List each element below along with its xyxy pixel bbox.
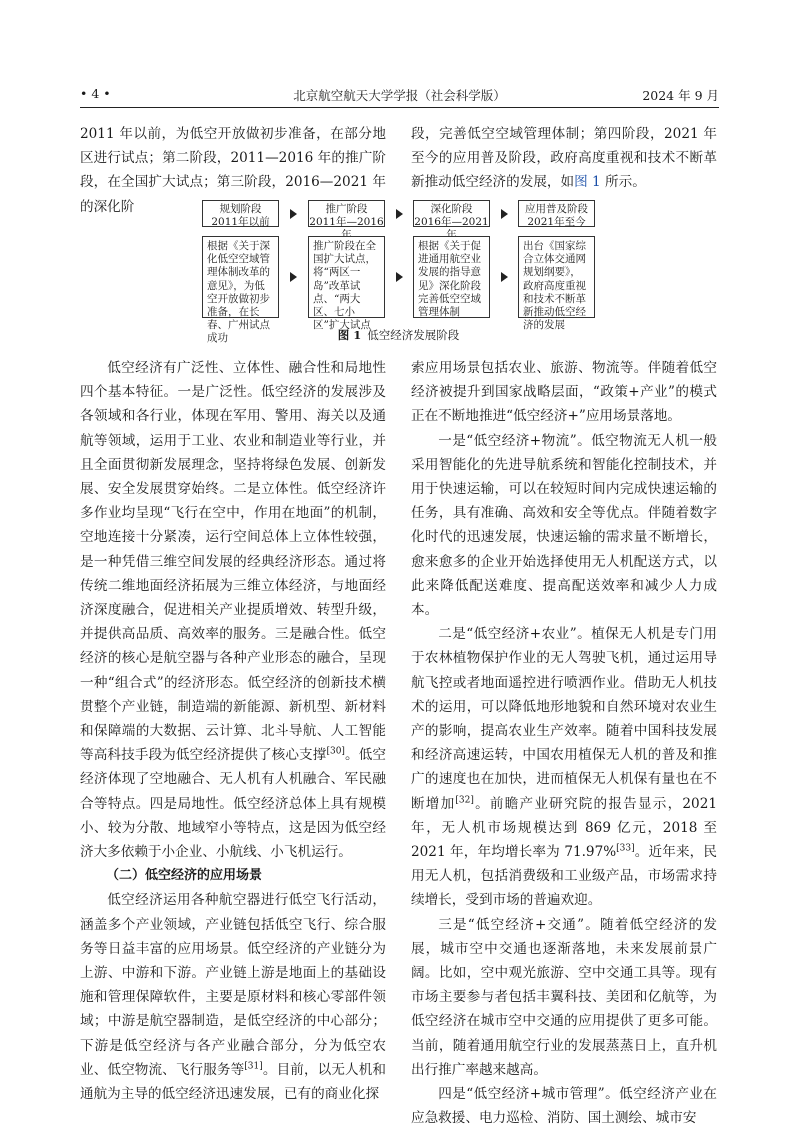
arrow-right-icon [396, 209, 403, 219]
stage-3-header [413, 200, 490, 227]
stage-1-years: 2011年以前 [211, 216, 270, 229]
paragraph-text: 二是“低空经济+农业”。植保无人机是专门用于农林植物保护作业的无人驾驶飞机，通过运用导航飞控或者地面遥控进行喷洒作业。借助无人机技术的运用，可以降低地形地貌和自然环境对农业生产的影响，提高农业生产效率。随着中国科技发展和经济高速运转，中国农用植保无人机的普及和推广的速度也在加快，进而植保无人机保有量也在不断增加 [411, 626, 717, 812]
paragraph-text: 低空经济运用各种航空器进行低空飞行活动，涵盖多个产业领域，产业链包括低空飞行、综合服务等日益丰富的应用场景。低空经济的产业链分为上游、中游和下游。产业链上游是地面上的基础设施和管理保障软件，主要是原材料和核心零部件领域；中游是航空器制造，是低空经济的中心部分；下游是低空经济与各产业融合部分，分为低空农业、低空物流、飞行服务等 [80, 892, 386, 1078]
stage-3-title: 深化阶段 [430, 203, 473, 215]
paragraph-transport: 三是“低空经济+交通”。随着低空经济的发展，城市空中交通也逐渐落地，未来发展前景广阔。比如，空中观光旅游、空中交通工具等。现有市场主要参与者包括丰翼科技、美团和亿航等，为低空经济在城市空中交通的应用提供了更多可能。当前，随着通用航空行业的发展蒸蒸日上，直升机出行推广率越来越高。 [411, 916, 717, 1078]
stage-4-header [518, 200, 595, 227]
citation-33[interactable]: [33] [616, 843, 635, 854]
running-header [80, 86, 719, 106]
arrow-right-icon [290, 272, 297, 282]
stage-4-title: 应用普及阶段 [525, 203, 588, 215]
stage-4-years: 2021年至今 [527, 216, 586, 229]
paragraph-text: 。前瞻产业研究院的报告显示，2021 年，无人机市场规模达到 869 亿元，2018 至 2021 年，年均增长率为 71.97% [411, 795, 717, 861]
citation-32[interactable]: [32] [455, 795, 474, 806]
intro-right-before: 段，完善低空空域管理体制；第四阶段，2021 年至今的应用普及阶段，政府高度重视和技术不断革新推动低空经济的发展，如 [411, 126, 717, 191]
paragraph-logistics: 一是“低空经济+物流”。低空物流无人机一般采用智能化的先进导航系统和智能化控制技术，并用于快速运输，可以在较短时间内完成快速运输的任务，具有准确、高效和安全等优点。伴随着数字化时代的迅速发展，快速运输的需求量不断增长，愈来愈多的企业开始选择使用无人机配送方式，以此来降低配送难度、提高配送效率和减少人力成本。 [411, 432, 717, 619]
paragraph-applications [80, 888, 386, 1106]
section-heading: （二）低空经济的应用场景 [106, 868, 263, 884]
stage-2-description: 推广阶段在全国扩大试点，将“两区一岛”改革试点、“两大区、七小区”扩大试点 [308, 236, 385, 318]
paragraph-text: 。近年来，民用无人机，包括消费级和工业级产品，市场需求持续增长，受到市场的普遍欢迎。 [411, 844, 717, 909]
issue-date: 2024 年 9 月 [642, 88, 719, 103]
stage-1-description: 根据《关于深化低空空域管理体制改革的意见》，为低空开放做初步准备，在长春、广州试点成功 [202, 236, 279, 318]
paragraph-text: 低空经济有广泛性、立体性、融合性和局地性四个基本特征。一是广泛性。低空经济的发展涉及各领域和各行业，体现在军用、警用、海关以及通航等领域，运用于工业、农业和制造业等行业，并且全面贯彻新发展理念，坚持将绿色发展、创新发展、安全发展贯穿始终。二是立体性。低空经济许多作业均呈现“飞行在空中，作用在地面”的机制，空地连接十分紧凑，运行空间总体上立体性较强，是一种凭借三维空间发展的经典经济形态。通过将传统二维地面经济拓展为三维立体经济，与地面经济深度融合，促进相关产业提质增效、转型升级，并提供高品质、高效率的服务。三是融合性。低空经济的核心是航空器与各种产业形态的融合，呈现一种“组合式”的经济形态。低空经济的创新技术横贯整个产业链，制造端的新能源、新机型、新材料和保障端的大数据、云计算、北斗导航、人工智能等高科技手段为低空经济提供了核心支撑 [80, 360, 386, 764]
intro-right-column [411, 122, 717, 195]
body-left-column [80, 356, 386, 1106]
page-number: • 4 • [80, 86, 111, 101]
paragraph-text: 。低空经济体现了空地融合、无人机有人机融合、军民融合等特点。四是局地性。低空经济总体上具有规模小、较为分散、地域窄小等特点，这是因为低空经济大多依赖于小企业、小航线、小飞机运行。 [80, 747, 387, 861]
header-rule [80, 107, 719, 108]
figure-link[interactable]: 图 1 [574, 174, 601, 191]
arrow-right-icon [290, 209, 297, 219]
paragraph-features [80, 356, 386, 864]
arrow-right-icon [501, 209, 508, 219]
paragraph-continuation: 索应用场景包括农业、旅游、物流等。伴随着低空经济被提升到国家战略层面，“政策+产业”的模式正在不断地推进“低空经济+”应用场景落地。 [411, 360, 717, 425]
journal-title: 北京航空航天大学学报（社会科学版） [293, 88, 506, 103]
intro-left-text: 2011 年以前，为低空开放做初步准备，在部分地区进行试点；第二阶段，2011—2016 年的推广阶段，在全国扩大试点；第三阶段，2016—2021 年的深化阶 [80, 126, 386, 215]
stage-2-title: 推广阶段 [325, 203, 368, 215]
intro-right-after: 所示。 [600, 174, 646, 191]
figure-caption [0, 327, 797, 343]
stage-2-years: 2011年—2016 [309, 216, 384, 229]
citation-31[interactable]: [31] [244, 1061, 263, 1072]
stage-3-description: 根据《关于促进通用航空业发展的指导意见》深化阶段完善低空空域管理体制 [413, 236, 490, 318]
figure-caption-text: 低空经济发展阶段 [367, 328, 460, 342]
paragraph-text: 。目前，以无人机和通航为主导的低空经济迅速发展，已有的商业化探 [80, 1061, 387, 1103]
paragraph-city-management: 四是“低空经济+城市管理”。低空经济产业在应急救援、电力巡检、消防、国土测绘、城市安 [411, 1086, 717, 1127]
stage-2-header [308, 200, 385, 227]
body-right-column [411, 356, 717, 1131]
stage-4-description: 出台《国家综合立体交通网规划纲要》，政府高度重视和技术不断革新推动低空经济的发展 [518, 236, 595, 318]
citation-30[interactable]: [30] [326, 746, 345, 757]
arrow-right-icon [396, 272, 403, 282]
figure-caption-label: 图 1 [337, 328, 362, 342]
stage-3-years: 2016年—2021 [414, 216, 489, 229]
stage-1-title: 规划阶段 [219, 203, 262, 215]
stage-1-header [202, 200, 279, 227]
intro-right-text [411, 122, 717, 195]
paragraph-agriculture [411, 622, 717, 912]
arrow-right-icon [501, 272, 508, 282]
